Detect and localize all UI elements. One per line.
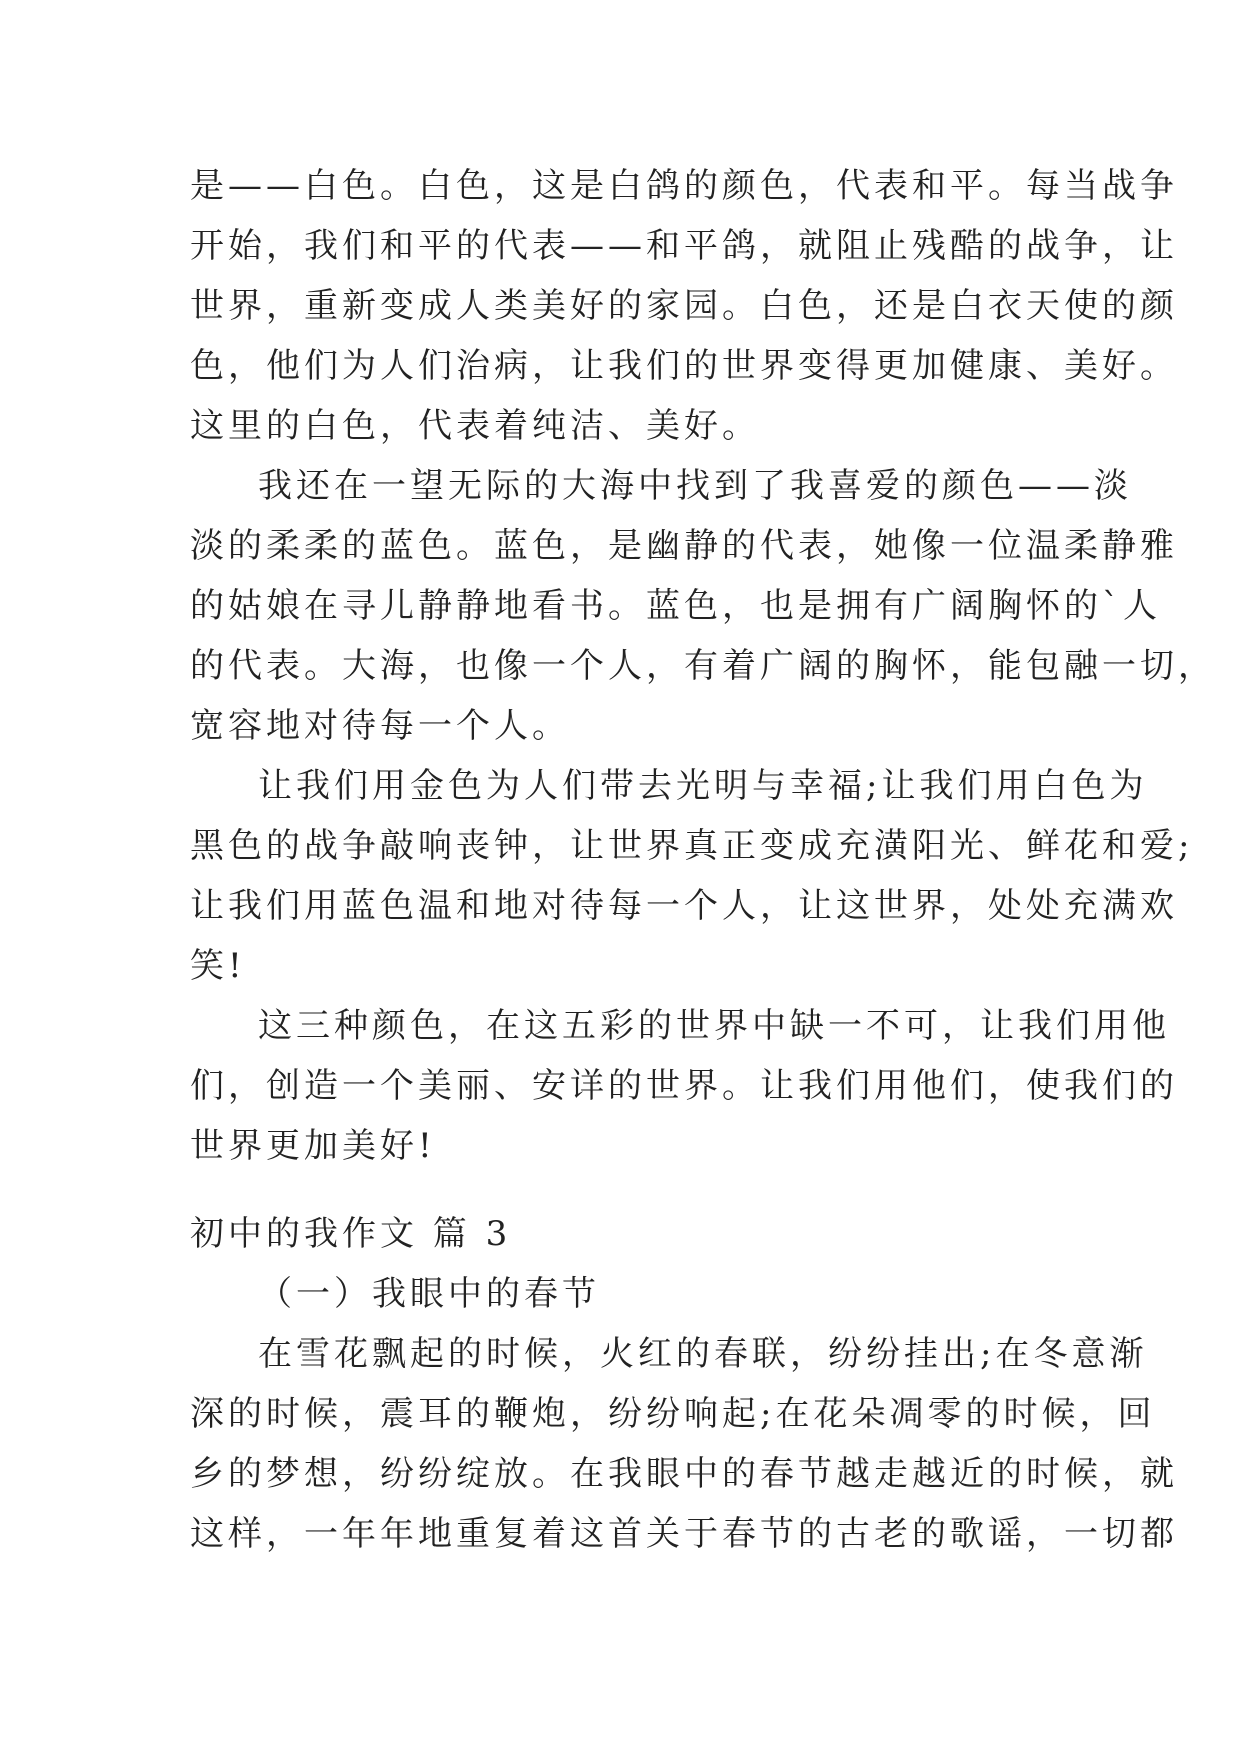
paragraph-start-line: 这三种颜色，在这五彩的世界中缺一不可，让我们用他 <box>258 1006 1170 1046</box>
text-line: 淡的柔柔的蓝色。蓝色，是幽静的代表，她像一位温柔静雅 <box>190 526 1178 566</box>
text-line: 世界更加美好! <box>190 1126 436 1166</box>
text-line: 们，创造一个美丽、安详的世界。让我们用他们，使我们的 <box>190 1066 1178 1106</box>
text-line: 让我们用蓝色温和地对待每一个人，让这世界，处处充满欢 <box>190 886 1178 926</box>
text-line: 宽容地对待每一个人。 <box>190 706 570 746</box>
text-line: 黑色的战争敲响丧钟，让世界真正变成充潢阳光、鲜花和爱; <box>190 826 1194 866</box>
text-line: 的代表。大海，也像一个人，有着广阔的胸怀，能包融一切， <box>190 646 1216 686</box>
text-line: 色，他们为人们治病，让我们的世界变得更加健康、美好。 <box>190 346 1178 386</box>
text-line: 是——白色。白色，这是白鸽的颜色，代表和平。每当战争 <box>190 166 1178 206</box>
text-line: 深的时候，震耳的鞭炮，纷纷响起;在花朵凋零的时候，回 <box>190 1394 1156 1434</box>
text-line: 这里的白色，代表着纯洁、美好。 <box>190 406 760 446</box>
text-line: 这样，一年年地重复着这首关于春节的古老的歌谣，一切都 <box>190 1514 1178 1554</box>
essay-body-part1 <box>190 156 1216 1176</box>
text-line: 的姑娘在寻儿静静地看书。蓝色，也是拥有广阔胸怀的`人 <box>190 586 1161 626</box>
section-title: 初中的我作文 篇 3 <box>190 1214 512 1254</box>
paragraph-start-line: 让我们用金色为人们带去光明与幸福;让我们用白色为 <box>258 766 1148 806</box>
text-line: 开始，我们和平的代表——和平鸽，就阻止残酷的战争，让 <box>190 226 1178 266</box>
text-line: 笑! <box>190 946 246 986</box>
essay-body-part2 <box>190 1204 1178 1564</box>
paragraph-start-line: 在雪花飘起的时候，火红的春联，纷纷挂出;在冬意渐 <box>258 1334 1148 1374</box>
essay-subtitle: （一）我眼中的春节 <box>258 1274 600 1314</box>
paragraph-start-line: 我还在一望无际的大海中找到了我喜爱的颜色——淡 <box>258 466 1132 506</box>
text-line: 世界，重新变成人类美好的家园。白色，还是白衣天使的颜 <box>190 286 1178 326</box>
text-line: 乡的梦想，纷纷绽放。在我眼中的春节越走越近的时候，就 <box>190 1454 1178 1494</box>
